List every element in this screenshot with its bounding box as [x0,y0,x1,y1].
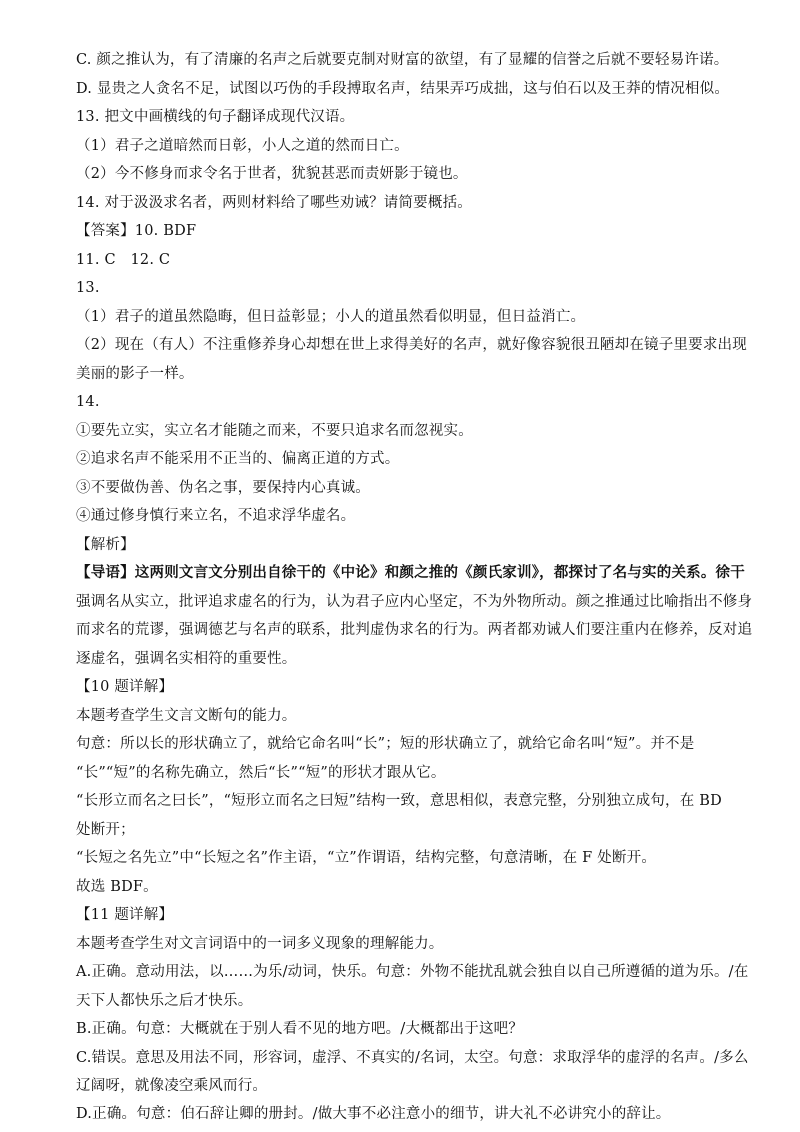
q11-detail-heading: 【11 题详解】 [76,907,174,923]
answer-13-label: 13. [76,280,100,296]
answer-14-point-1: ①要先立实，实立名才能随之而来，不要只追求名而忽视实。 [76,423,473,439]
answer-14-point-3: ③不要做伪善、伪名之事，要保持内心真诚。 [76,480,370,496]
guide-paragraph-line-1: 【导语】这两则文言文分别出自徐干的《中论》和颜之推的《颜氏家训》，都探讨了名与实的关系。徐干 [76,564,745,581]
q10-detail-line-6: “长短之名先立”中“长短之名”作主语，“立”作谓语，结构完整，句意清晰，在 F 处断开。 [76,850,657,866]
q10-detail-line-5: 处断开； [76,822,135,838]
q11-option-b: B.正确。句意：大概就在于别人看不见的地方吧。/大概都出于这吧？ [76,1021,524,1037]
answer-13-item-1: （1）君子的道虽然隐晦，但日益彰显；小人的道虽然看似明显，但日益消亡。 [76,309,586,325]
q10-detail-conclusion: 故选 BDF。 [76,879,158,895]
answer-14-point-4: ④通过修身慎行来立名，不追求浮华虚名。 [76,508,356,524]
q11-option-a: A.正确。意动用法，以……为乐/动词，快乐。句意：外物不能扰乱就会独自以自己所遵循的道为乐。/在 [76,964,749,980]
answer-13-item-2: （2）现在（有人）不注重修养身心却想在世上求得美好的名声，就好像容貌很丑陋却在镜子里要求出现 [76,337,747,353]
q11-option-c: C.错误。意思及用法不同，形容词，虚浮、不真实的/名词，太空。句意：求取浮华的虚浮的名声。/多么 [76,1050,749,1066]
q10-detail-line-2: 句意：所以长的形状确立了，就给它命名叫“长”；短的形状确立了，就给它命名叫“短”。并不是 [76,736,695,752]
q11-option-a-cont: 天下人都快乐之后才快乐。 [76,993,253,1009]
q10-detail-line-4: “长形立而名之曰长”，“短形立而名之曰短”结构一致，意思相似，表意完整，分别独立成句，在 BD [76,793,722,809]
guide-paragraph-line-4: 逐虚名，强调名实相符的重要性。 [76,651,297,667]
answer-11-12: 11. C 12. C [76,252,171,268]
q10-detail-line-1: 本题考查学生文言文断句的能力。 [76,708,297,724]
q11-option-c-cont: 辽阔呀，就像凌空乘风而行。 [76,1078,268,1094]
question-13-item-1: （1）君子之道暗然而日彰，小人之道的然而日亡。 [76,138,409,154]
answer-heading: 【答案】10. BDF [76,223,197,239]
guide-paragraph-line-2: 强调名从实立，批评追求虚名的行为，认为君子应内心坚定，不为外物所动。颜之推通过比喻指出不修身 [76,594,753,610]
text-line-option-d: D. 显贵之人贪名不足，试图以巧伪的手段搏取名声，结果弄巧成拙，这与伯石以及王莽的情况相似。 [76,81,730,97]
question-13-item-2: （2）今不修身而求令名于世者，犹貌甚恶而责妍影于镜也。 [76,166,468,182]
question-13-prompt: 13. 把文中画横线的句子翻译成现代汉语。 [76,109,355,125]
answer-14-label: 14. [76,394,100,410]
question-14-prompt: 14. 对于汲汲求名者，两则材料给了哪些劝诫？请简要概括。 [76,195,472,211]
guide-paragraph-line-3: 而求名的荒谬，强调德艺与名声的联系，批判虚伪求名的行为。两者都劝诫人们要注重内在修养，反对追 [76,622,753,638]
text-line-option-c: C. 颜之推认为，有了清廉的名声之后就要克制对财富的欲望，有了显耀的信誉之后就不要轻易许诺。 [76,52,729,68]
answer-14-point-2: ②追求名声不能采用不正当的、偏离正道的方式。 [76,451,400,467]
analysis-heading: 【解析】 [76,537,135,553]
q11-option-d: D.正确。句意：伯石辞让卿的册封。/做大事不必注意小的细节，讲大礼不必讲究小的辞让。 [76,1106,671,1122]
q10-detail-heading: 【10 题详解】 [76,679,174,695]
q11-detail-line-1: 本题考查学生对文言词语中的一词多义现象的理解能力。 [76,936,444,952]
q10-detail-line-3: “长”“短”的名称先确立，然后“长”“短”的形状才跟从它。 [76,765,446,781]
answer-13-item-2-cont: 美丽的影子一样。 [76,366,194,382]
